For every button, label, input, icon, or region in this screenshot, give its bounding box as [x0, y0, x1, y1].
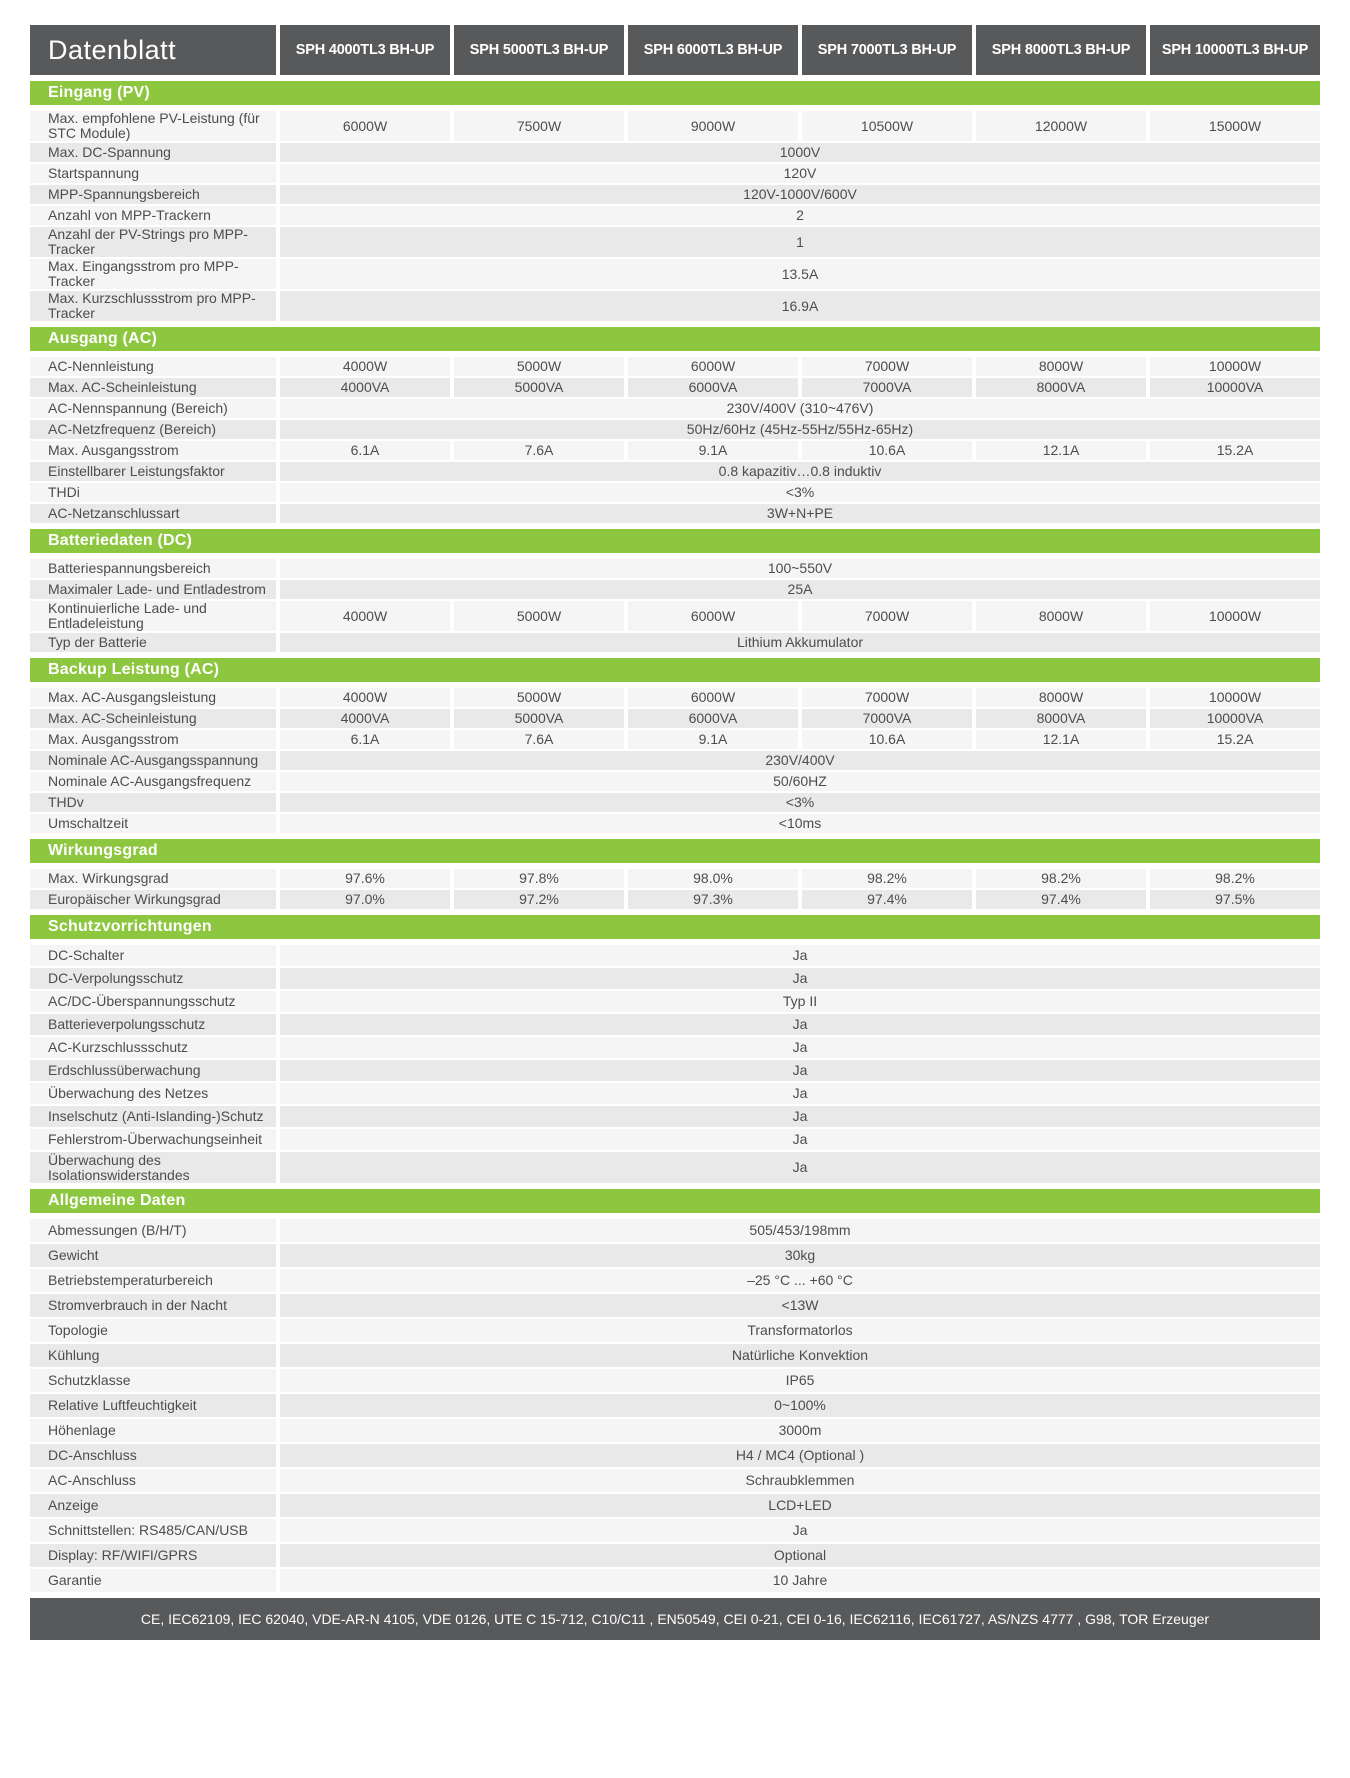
row-label: Max. Ausgangsstrom [30, 730, 276, 749]
spec-value: 6000W [280, 111, 450, 141]
column-header-3: SPH 7000TL3 BH-UP [802, 25, 972, 75]
spec-value: 5000W [454, 688, 624, 707]
row-label: AC-Anschluss [30, 1469, 276, 1492]
spec-value: 6.1A [280, 730, 450, 749]
row-label: Abmessungen (B/H/T) [30, 1219, 276, 1242]
row-label: THDi [30, 483, 276, 502]
spec-row [30, 1444, 1320, 1467]
spec-value: 5000VA [454, 709, 624, 728]
spec-value: 10000W [1150, 357, 1320, 376]
spec-row [30, 1014, 1320, 1035]
table-header-row [30, 25, 1320, 75]
row-label: Umschaltzeit [30, 814, 276, 833]
spec-value-merged: Ja [280, 1519, 1320, 1542]
section-title: Schutzvorrichtungen [48, 918, 212, 935]
spec-value: 10500W [802, 111, 972, 141]
spec-row [30, 185, 1320, 204]
spec-value: 10.6A [802, 730, 972, 749]
spec-value-merged: Ja [280, 1060, 1320, 1081]
row-label: Schnittstellen: RS485/CAN/USB [30, 1519, 276, 1542]
spec-row [30, 1319, 1320, 1342]
spec-value: 97.5% [1150, 890, 1320, 909]
spec-value: 4000W [280, 601, 450, 631]
spec-value-merged: 100~550V [280, 559, 1320, 578]
spec-row [30, 1244, 1320, 1267]
spec-value: 7000VA [802, 378, 972, 397]
spec-value: 7500W [454, 111, 624, 141]
spec-value-merged: <3% [280, 483, 1320, 502]
row-label: Max. Ausgangsstrom [30, 441, 276, 460]
spec-row [30, 357, 1320, 376]
spec-row [30, 462, 1320, 481]
row-label: Nominale AC-Ausgangsspannung [30, 751, 276, 770]
spec-value: 98.2% [1150, 869, 1320, 888]
section-header-ausgang-ac [30, 327, 1320, 351]
spec-row [30, 1344, 1320, 1367]
spec-value: 97.3% [628, 890, 798, 909]
datasheet-table [30, 25, 1320, 1640]
spec-row [30, 688, 1320, 707]
spec-value-merged: –25 °C ... +60 °C [280, 1269, 1320, 1292]
row-label: Max. Eingangsstrom pro MPP-Tracker [30, 259, 276, 289]
spec-row [30, 504, 1320, 523]
spec-value: 5000VA [454, 378, 624, 397]
spec-value: 10000VA [1150, 709, 1320, 728]
spec-row [30, 111, 1320, 141]
spec-value: 6000W [628, 688, 798, 707]
section-batteriedaten-dc [30, 529, 1320, 652]
spec-value: 5000W [454, 357, 624, 376]
row-label: Anzahl der PV-Strings pro MPP-Tracker [30, 227, 276, 257]
spec-value: 4000W [280, 357, 450, 376]
spec-row [30, 1129, 1320, 1150]
spec-row [30, 709, 1320, 728]
section-header-batteriedaten-dc [30, 529, 1320, 553]
section-eingang-pv [30, 81, 1320, 321]
spec-value: 8000W [976, 601, 1146, 631]
spec-row [30, 1219, 1320, 1242]
section-header-backup-leistung-ac [30, 658, 1320, 682]
spec-row [30, 1569, 1320, 1592]
section-allgemeine-daten [30, 1189, 1320, 1592]
section-title: Backup Leistung (AC) [48, 661, 220, 678]
row-label: Garantie [30, 1569, 276, 1592]
spec-value-merged: <13W [280, 1294, 1320, 1317]
spec-value: 97.6% [280, 869, 450, 888]
spec-value-merged: 30kg [280, 1244, 1320, 1267]
spec-value-merged: Ja [280, 1129, 1320, 1150]
spec-row [30, 259, 1320, 289]
section-header-eingang-pv [30, 81, 1320, 105]
spec-value-merged: Ja [280, 1152, 1320, 1183]
spec-value: 10000W [1150, 688, 1320, 707]
spec-row [30, 968, 1320, 989]
section-title: Allgemeine Daten [48, 1192, 186, 1209]
spec-row [30, 420, 1320, 439]
spec-row [30, 441, 1320, 460]
row-label: Kontinuierliche Lade- und Entladeleistung [30, 601, 276, 631]
spec-row [30, 580, 1320, 599]
row-label: Überwachung des Netzes [30, 1083, 276, 1104]
spec-value-merged: 50Hz/60Hz (45Hz-55Hz/55Hz-65Hz) [280, 420, 1320, 439]
row-label: AC-Kurzschlussschutz [30, 1037, 276, 1058]
spec-value: 8000VA [976, 378, 1146, 397]
section-schutzvorrichtungen [30, 915, 1320, 1183]
spec-value-merged: Ja [280, 1014, 1320, 1035]
row-label: AC-Netzanschlussart [30, 504, 276, 523]
column-header-5: SPH 10000TL3 BH-UP [1150, 25, 1320, 75]
spec-value: 7000W [802, 357, 972, 376]
spec-row [30, 1419, 1320, 1442]
row-label: Anzahl von MPP-Trackern [30, 206, 276, 225]
spec-row [30, 378, 1320, 397]
row-label: Topologie [30, 1319, 276, 1342]
spec-row [30, 143, 1320, 162]
spec-row [30, 399, 1320, 418]
spec-row [30, 793, 1320, 812]
spec-value-merged: Lithium Akkumulator [280, 633, 1320, 652]
row-label: Schutzklasse [30, 1369, 276, 1392]
spec-row [30, 1519, 1320, 1542]
spec-value: 6.1A [280, 441, 450, 460]
row-label: Erdschlussüberwachung [30, 1060, 276, 1081]
spec-row [30, 1294, 1320, 1317]
section-title: Eingang (PV) [48, 84, 150, 101]
spec-value-merged: 3000m [280, 1419, 1320, 1442]
row-label: AC-Netzfrequenz (Bereich) [30, 420, 276, 439]
spec-value-merged: 25A [280, 580, 1320, 599]
row-label: AC/DC-Überspannungsschutz [30, 991, 276, 1012]
spec-value: 10000W [1150, 601, 1320, 631]
spec-row [30, 730, 1320, 749]
spec-row [30, 814, 1320, 833]
section-title: Ausgang (AC) [48, 330, 158, 347]
spec-value-merged: 1 [280, 227, 1320, 257]
spec-value: 15.2A [1150, 441, 1320, 460]
spec-value: 12.1A [976, 441, 1146, 460]
spec-row [30, 890, 1320, 909]
row-label: MPP-Spannungsbereich [30, 185, 276, 204]
spec-value: 10.6A [802, 441, 972, 460]
spec-value: 98.2% [802, 869, 972, 888]
row-label: Batteriespannungsbereich [30, 559, 276, 578]
spec-value-merged: Ja [280, 1083, 1320, 1104]
spec-value: 7.6A [454, 441, 624, 460]
spec-value-merged: Optional [280, 1544, 1320, 1567]
spec-value-merged: 3W+N+PE [280, 504, 1320, 523]
spec-value: 4000W [280, 688, 450, 707]
section-wirkungsgrad [30, 839, 1320, 909]
spec-value-merged: IP65 [280, 1369, 1320, 1392]
section-ausgang-ac [30, 327, 1320, 523]
row-label: Max. AC-Ausgangsleistung [30, 688, 276, 707]
row-label: THDv [30, 793, 276, 812]
spec-value-merged: Typ II [280, 991, 1320, 1012]
row-label: Gewicht [30, 1244, 276, 1267]
column-header-0: SPH 4000TL3 BH-UP [280, 25, 450, 75]
spec-value: 9.1A [628, 441, 798, 460]
spec-value: 6000W [628, 601, 798, 631]
column-header-4: SPH 8000TL3 BH-UP [976, 25, 1146, 75]
spec-value-merged: 1000V [280, 143, 1320, 162]
row-label: AC-Nennspannung (Bereich) [30, 399, 276, 418]
spec-sections [30, 81, 1320, 1592]
spec-row [30, 483, 1320, 502]
spec-row [30, 1394, 1320, 1417]
spec-value: 98.2% [976, 869, 1146, 888]
spec-value-merged: Natürliche Konvektion [280, 1344, 1320, 1367]
spec-row [30, 601, 1320, 631]
spec-value-merged: 16.9A [280, 291, 1320, 321]
row-label: Max. DC-Spannung [30, 143, 276, 162]
spec-value: 15.2A [1150, 730, 1320, 749]
spec-row [30, 206, 1320, 225]
spec-row [30, 1060, 1320, 1081]
row-label: Max. Kurzschlussstrom pro MPP-Tracker [30, 291, 276, 321]
row-label: DC-Schalter [30, 945, 276, 966]
spec-row [30, 633, 1320, 652]
spec-row [30, 1106, 1320, 1127]
spec-value: 8000W [976, 688, 1146, 707]
spec-value-merged: 120V-1000V/600V [280, 185, 1320, 204]
row-label: Kühlung [30, 1344, 276, 1367]
section-header-allgemeine-daten [30, 1189, 1320, 1213]
spec-value: 97.0% [280, 890, 450, 909]
spec-value: 98.0% [628, 869, 798, 888]
spec-row [30, 869, 1320, 888]
spec-value-merged: LCD+LED [280, 1494, 1320, 1517]
spec-value-merged: Ja [280, 968, 1320, 989]
spec-value-merged: Ja [280, 1037, 1320, 1058]
spec-value: 8000W [976, 357, 1146, 376]
spec-value: 7000VA [802, 709, 972, 728]
row-label: Typ der Batterie [30, 633, 276, 652]
row-label: Batterieverpolungsschutz [30, 1014, 276, 1035]
row-label: Überwachung des Isolationswiderstandes [30, 1152, 276, 1183]
spec-value: 12000W [976, 111, 1146, 141]
spec-row [30, 1269, 1320, 1292]
spec-value-merged: H4 / MC4 (Optional ) [280, 1444, 1320, 1467]
spec-value: 4000VA [280, 378, 450, 397]
spec-value: 6000VA [628, 378, 798, 397]
spec-value-merged: <3% [280, 793, 1320, 812]
spec-row [30, 1469, 1320, 1492]
spec-value-merged: 50/60HZ [280, 772, 1320, 791]
spec-value-merged: 2 [280, 206, 1320, 225]
spec-row [30, 991, 1320, 1012]
spec-value-merged: 230V/400V [280, 751, 1320, 770]
spec-value: 6000W [628, 357, 798, 376]
certifications-bar: CE, IEC62109, IEC 62040, VDE-AR-N 4105, VDE 0126, UTE C 15-712, C10/C11 , EN50549, CEI 0-21, CEI 0-16, IEC62116, IEC61727, AS/NZS 4777 , G98, TOR Erzeuger [30, 1598, 1320, 1640]
row-label: Max. AC-Scheinleistung [30, 378, 276, 397]
row-label: Startspannung [30, 164, 276, 183]
spec-value: 7000W [802, 688, 972, 707]
spec-row [30, 1369, 1320, 1392]
section-header-schutzvorrichtungen [30, 915, 1320, 939]
spec-value-merged: Ja [280, 945, 1320, 966]
spec-row [30, 559, 1320, 578]
row-label: Display: RF/WIFI/GPRS [30, 1544, 276, 1567]
section-backup-leistung-ac [30, 658, 1320, 833]
spec-value: 12.1A [976, 730, 1146, 749]
spec-value: 97.4% [802, 890, 972, 909]
row-label: Europäischer Wirkungsgrad [30, 890, 276, 909]
spec-value-merged: Ja [280, 1106, 1320, 1127]
row-label: Relative Luftfeuchtigkeit [30, 1394, 276, 1417]
spec-value: 9000W [628, 111, 798, 141]
spec-value: 7000W [802, 601, 972, 631]
spec-value-merged: 230V/400V (310~476V) [280, 399, 1320, 418]
spec-value-merged: 13.5A [280, 259, 1320, 289]
spec-value-merged: Schraubklemmen [280, 1469, 1320, 1492]
page-title: Datenblatt [30, 25, 276, 75]
section-header-wirkungsgrad [30, 839, 1320, 863]
row-label: Fehlerstrom-Überwachungseinheit [30, 1129, 276, 1150]
spec-value: 9.1A [628, 730, 798, 749]
spec-value-merged: 10 Jahre [280, 1569, 1320, 1592]
section-title: Batteriedaten (DC) [48, 532, 193, 549]
spec-row [30, 1037, 1320, 1058]
spec-value-merged: <10ms [280, 814, 1320, 833]
spec-row [30, 751, 1320, 770]
spec-value-merged: 0~100% [280, 1394, 1320, 1417]
spec-row [30, 1152, 1320, 1183]
row-label: DC-Verpolungsschutz [30, 968, 276, 989]
spec-value-merged: Transformatorlos [280, 1319, 1320, 1342]
row-label: Maximaler Lade- und Entladestrom [30, 580, 276, 599]
spec-value: 97.2% [454, 890, 624, 909]
column-header-2: SPH 6000TL3 BH-UP [628, 25, 798, 75]
row-label: Inselschutz (Anti-Islanding-)Schutz [30, 1106, 276, 1127]
spec-row [30, 227, 1320, 257]
spec-value-merged: 120V [280, 164, 1320, 183]
spec-row [30, 1494, 1320, 1517]
spec-value-merged: 505/453/198mm [280, 1219, 1320, 1242]
spec-row [30, 945, 1320, 966]
spec-value: 6000VA [628, 709, 798, 728]
spec-row [30, 1083, 1320, 1104]
spec-value: 8000VA [976, 709, 1146, 728]
spec-row [30, 291, 1320, 321]
section-title: Wirkungsgrad [48, 842, 158, 859]
spec-value-merged: 0.8 kapazitiv…0.8 induktiv [280, 462, 1320, 481]
spec-value: 97.8% [454, 869, 624, 888]
spec-value: 5000W [454, 601, 624, 631]
row-label: Anzeige [30, 1494, 276, 1517]
row-label: Max. empfohlene PV-Leistung (für STC Module) [30, 111, 276, 141]
row-label: Einstellbarer Leistungsfaktor [30, 462, 276, 481]
row-label: DC-Anschluss [30, 1444, 276, 1467]
spec-value: 7.6A [454, 730, 624, 749]
spec-value: 97.4% [976, 890, 1146, 909]
spec-value: 15000W [1150, 111, 1320, 141]
spec-row [30, 772, 1320, 791]
row-label: Höhenlage [30, 1419, 276, 1442]
row-label: Nominale AC-Ausgangsfrequenz [30, 772, 276, 791]
row-label: Stromverbrauch in der Nacht [30, 1294, 276, 1317]
row-label: Max. AC-Scheinleistung [30, 709, 276, 728]
spec-value: 4000VA [280, 709, 450, 728]
row-label: AC-Nennleistung [30, 357, 276, 376]
column-header-1: SPH 5000TL3 BH-UP [454, 25, 624, 75]
spec-row [30, 164, 1320, 183]
spec-value: 10000VA [1150, 378, 1320, 397]
spec-row [30, 1544, 1320, 1567]
row-label: Betriebstemperaturbereich [30, 1269, 276, 1292]
row-label: Max. Wirkungsgrad [30, 869, 276, 888]
